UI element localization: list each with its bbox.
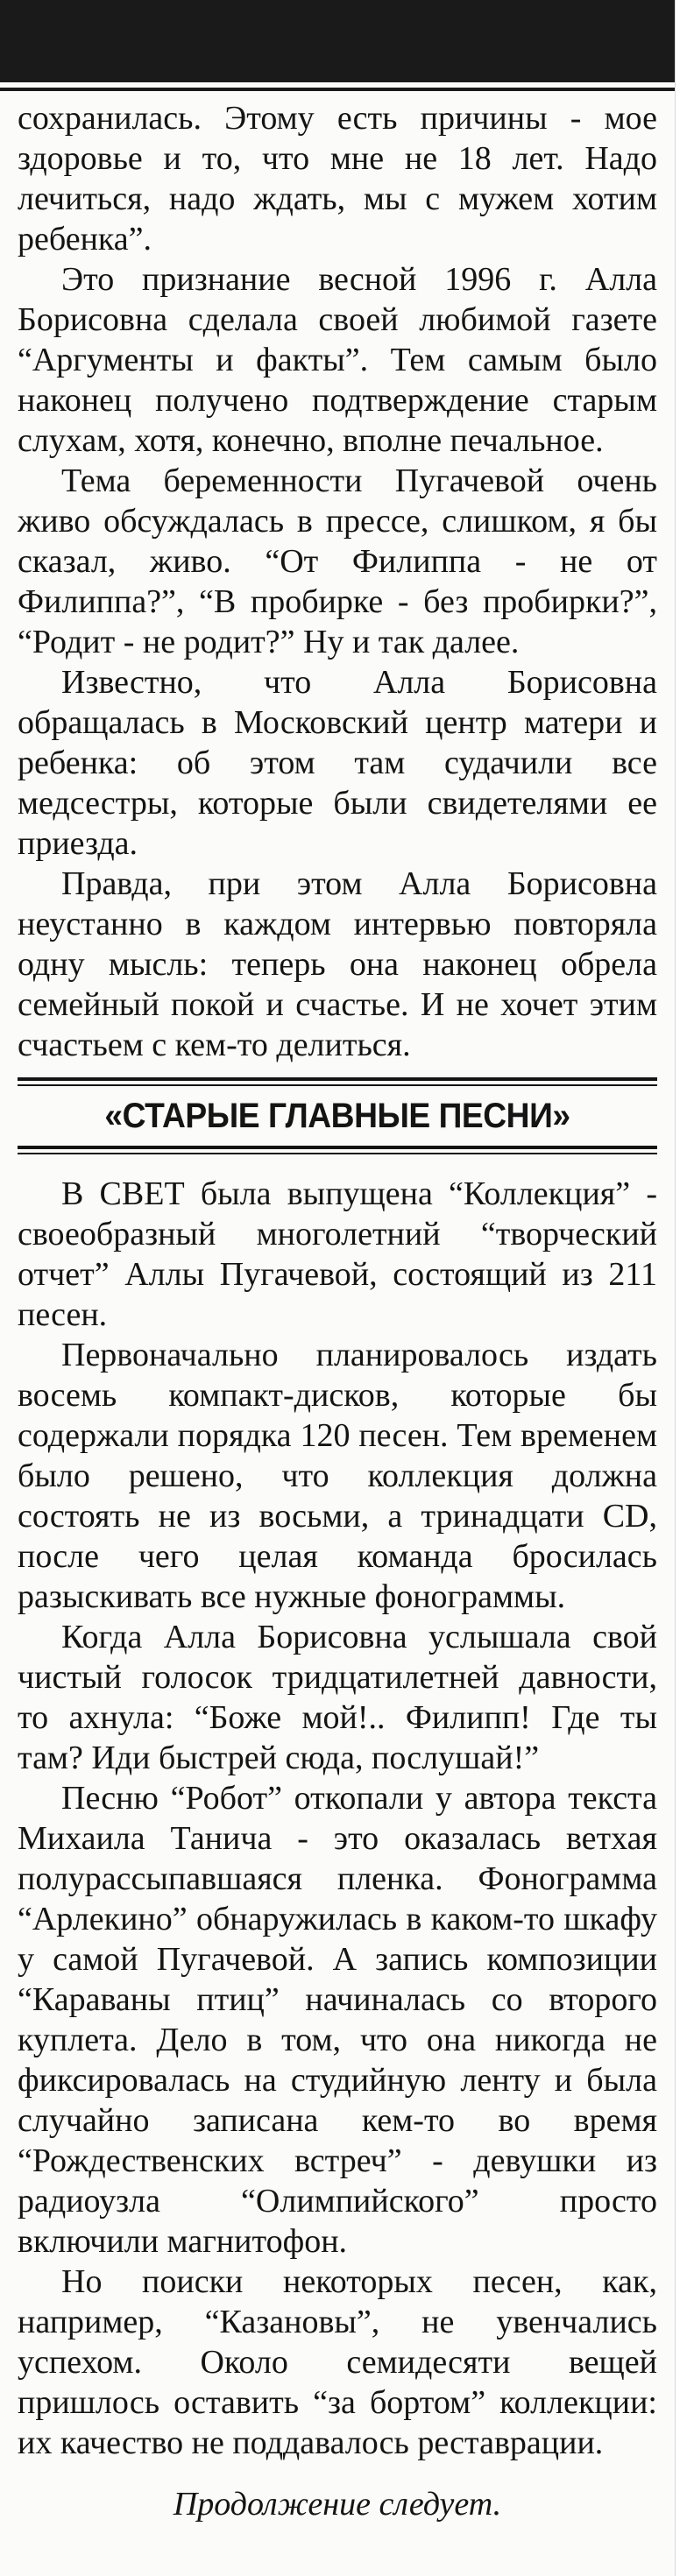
top-black-band [0,0,675,82]
paragraph-cd-plan: Первоначально планировалось издать восемь компакт-дисков, которые бы содержали порядка 120 песен. Тем временем было решено, что коллекция должна состоять не из восьми, а тринадцати CD, после чего целая команда бросилась разыскивать все нужные фонограммы. [18,1337,657,1615]
article-column [18,98,657,2524]
section-heading: «СТАРЫЕ ГЛАВНЫЕ ПЕСНИ» [104,1097,570,1135]
paragraph-medical-center: Известно, что Алла Борисовна обращалась в Московский центр матери и ребенка: об этом там судачили все медсестры, которые были свидетелями ее приезда. [18,664,657,862]
paragraph-voice: Когда Алла Борисовна услышала свой чистый голосок тридцатилетней давности, то ахнула: “Боже мой!.. Филипп! Где ты там? Иди быстрей сюда, послушай!” [18,1619,657,1776]
page-edge-margin [675,0,694,2576]
paragraph-pregnancy: Тема беременности Пугачевой очень живо обсуждалась в прессе, слишком, я бы сказал, живо. “От Филиппа - не от Филиппа?”, “В пробирке - без пробирки?”, “Родит - не родит?” Ну и так далее. [18,462,657,660]
paragraph-happiness: Правда, при этом Алла Борисовна неустанно в каждом интервью повторяла одну мысль: теперь она наконец обрела семейный покой и счастье. И не хочет этим счастьем с кем-то делиться. [18,865,657,1063]
heading-rule-top [18,1077,657,1086]
paragraph-continuation: сохранилась. Этому есть причины - мое здоровье и то, что мне не 18 лет. Надо лечиться, надо ждать, мы с мужем хотим ребенка”. [18,100,657,258]
paragraph-robot: Песню “Робот” откопали у автора текста Михаила Танича - это оказалась ветхая полурассыпавшаяся пленка. Фонограмма “Арлекино” обнаружилась в каком-то шкафу у самой Пугачевой. А запись композиции “Караваны птиц” начиналась со второго куплета. Дело в том, что она никогда не фиксировалась на студийную ленту и была случайно записана кем-то во время “Рождественских встреч” - девушки из радиоузла “Олимпийского” просто включили магнитофон. [18,1780,657,2260]
continued-note: Продолжение следует. [173,2486,502,2523]
top-rule [0,88,675,91]
paragraph-collection: В СВЕТ была выпущена “Коллекция” - своеобразный многолетний “творческий отчет” Аллы Пугачевой, состоящий из 211 песен. [18,1175,657,1333]
paragraph-kazanova: Но поиски некоторых песен, как, например, “Казановы”, не увенчались успехом. Около семидесяти вещей пришлось оставить “за бортом” коллекции: их качество не поддавалось реставрации. [18,2263,657,2461]
paragraph-argumenty: Это признание весной 1996 г. Алла Борисовна сделала своей любимой газете “Аргументы и факты”. Тем самым было наконец получено подтверждение старым слухам, хотя, конечно, вполне печальное. [18,261,657,459]
heading-rule-bottom [18,1146,657,1154]
